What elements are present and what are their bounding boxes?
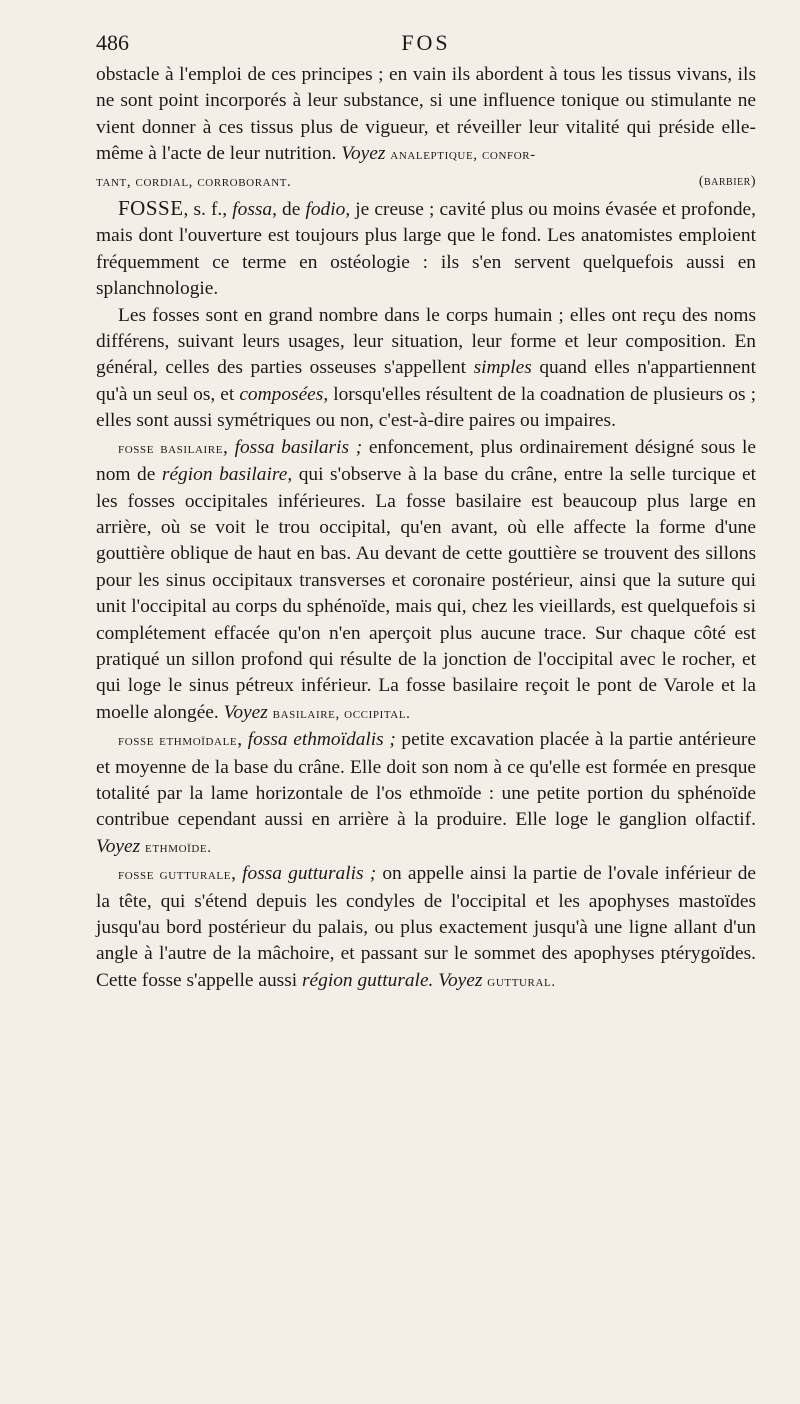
latin-term: fossa [232,199,273,221]
page [96,30,756,995]
cross-reference-voyez: Voyez [223,701,268,723]
emphasis-simples: simples [473,357,532,379]
latin-etymology: fodio [305,199,346,221]
entry-fosse-ethmoidale [96,727,756,861]
author-signature: (barbier) [698,173,756,189]
synonym-term: région basilaire [161,464,288,486]
entry-headword: FOSSE [118,196,184,221]
cross-reference-terms: basilaire, occipital. [272,705,411,722]
cross-reference-terms: tant, cordial, corroborant. [96,173,292,190]
entry-text: , de [272,199,301,221]
cross-reference-terms: guttural. [487,973,556,990]
grammar-note: , s. f., [183,199,228,221]
entry-text: , je creuse ; cavité plus ou moins évasée et profonde, mais dont l'ouverture est toujours plus large que le fond. Les anatomistes emploient fréquemment ce terme en ostéologie : ils s'en servent quelquefois aussi en splanchnologie. [96,199,756,300]
synonym-term: région gutturale. [301,969,434,991]
entry-fosse [96,195,756,303]
entry-text: enfoncement, plus ordinairement désigné sous le nom de [96,436,756,486]
cross-reference-voyez: Voyez [438,969,483,991]
continuation-text: obstacle à l'emploi de ces principes ; en vain ils abordent à tous les tissus vivans, ils ne sont point incorporés à leur substance, si une influence tonique ou stimulante ne vient donner à ces tissus plus de vigueur, et réveiller leur vitalité qui préside elle-même à l'acte de leur nutrition. [96,64,756,165]
running-head: FOS [401,30,451,55]
emphasis-composees: composées [239,383,324,405]
page-body [96,62,756,995]
page-number: 486 [96,30,129,55]
subentry-term: fosse gutturale [118,867,232,884]
entry-text: on appelle ainsi la partie de l'ovale inférieur de la tête, qui s'étend depuis les condyles de l'occipital et les apophyses mastoïdes jusqu'au bord postérieur du palais, ou plus exactement jusqu'à une ligne allant d'un angle à l'autre de la mâchoire, et passant sur le sommet des apophyses ptérygoïdes. Cette fosse s'appelle aussi [96,863,756,991]
page-header [96,30,756,62]
entry-text: quand elles n'appartiennent qu'à un seul os, et [96,357,756,405]
entry-text: , qui s'observe à la base du crâne, entre la selle turcique et les fosses occipitales inférieures. La fosse basilaire est beaucoup plus large en arrière, où se voit le trou occipital, qu'en avant, où elle affecte la forme d'une gouttière oblique de haut en bas. Au devant de cette gouttière se trouvent des sillons pour les sinus occipitaux transverses et coronaire postérieur, ainsi que la suture qui unit l'occipital au corps du sphénoïde, mais qui, chez les vieillards, est quelquefois si complétement effacée qu'on n'en aperçoit plus aucune trace. Sur chaque côté est pratiqué un sillon profond qui résulte de la jonction de l'occipital avec le rocher, et qui loge le sinus pétreux inférieur. La fosse basilaire reçoit le pont de Varole et la moelle alongée. [96,464,757,723]
cross-reference-voyez: Voyez [96,835,141,857]
entry-text: petite excavation placée à la partie antérieure et moyenne de la base du crâne. Elle doit son nom à ce qu'elle est formée en presque totalité par la lame horizontale de l'os ethmoïde : une petite portion du sphénoïde contribue cependant aussi en arrière à la produire. Elle loge le ganglion olfactif. [96,729,756,831]
cross-reference-terms: ethmoïde. [145,839,212,856]
signature-line [96,169,756,195]
entry-text: , lorsqu'elles résultent de la coadnation de plusieurs os ; elles sont aussi symétriques ou non, c'est-à-dire paires ou impaires. [96,383,756,432]
separator: , [237,729,243,751]
latin-term: fossa basilaris ; [234,436,363,458]
entry-fosse-gutturale [96,861,756,995]
latin-term: fossa gutturalis ; [242,863,377,885]
entry-text: Les fosses sont en grand nombre dans le corps humain ; elles ont reçu des noms différens, suivant leurs usages, leur situation, leur forme et leur composition. En général, celles des parties osseuses s'appellent [96,304,756,379]
subentry-term: fosse ethmoïdale [118,733,238,750]
previous-entry-continuation [96,62,756,169]
entry-fosse-paragraph-2 [96,303,756,435]
subentry-term: fosse basilaire [118,440,224,457]
separator: , [223,436,228,458]
separator: , [231,863,236,885]
latin-term: fossa ethmoïdalis ; [247,729,396,751]
cross-reference-terms: analeptique, confor- [390,147,536,164]
entry-fosse-basilaire [96,435,756,727]
cross-reference-voyez: Voyez [341,143,386,165]
